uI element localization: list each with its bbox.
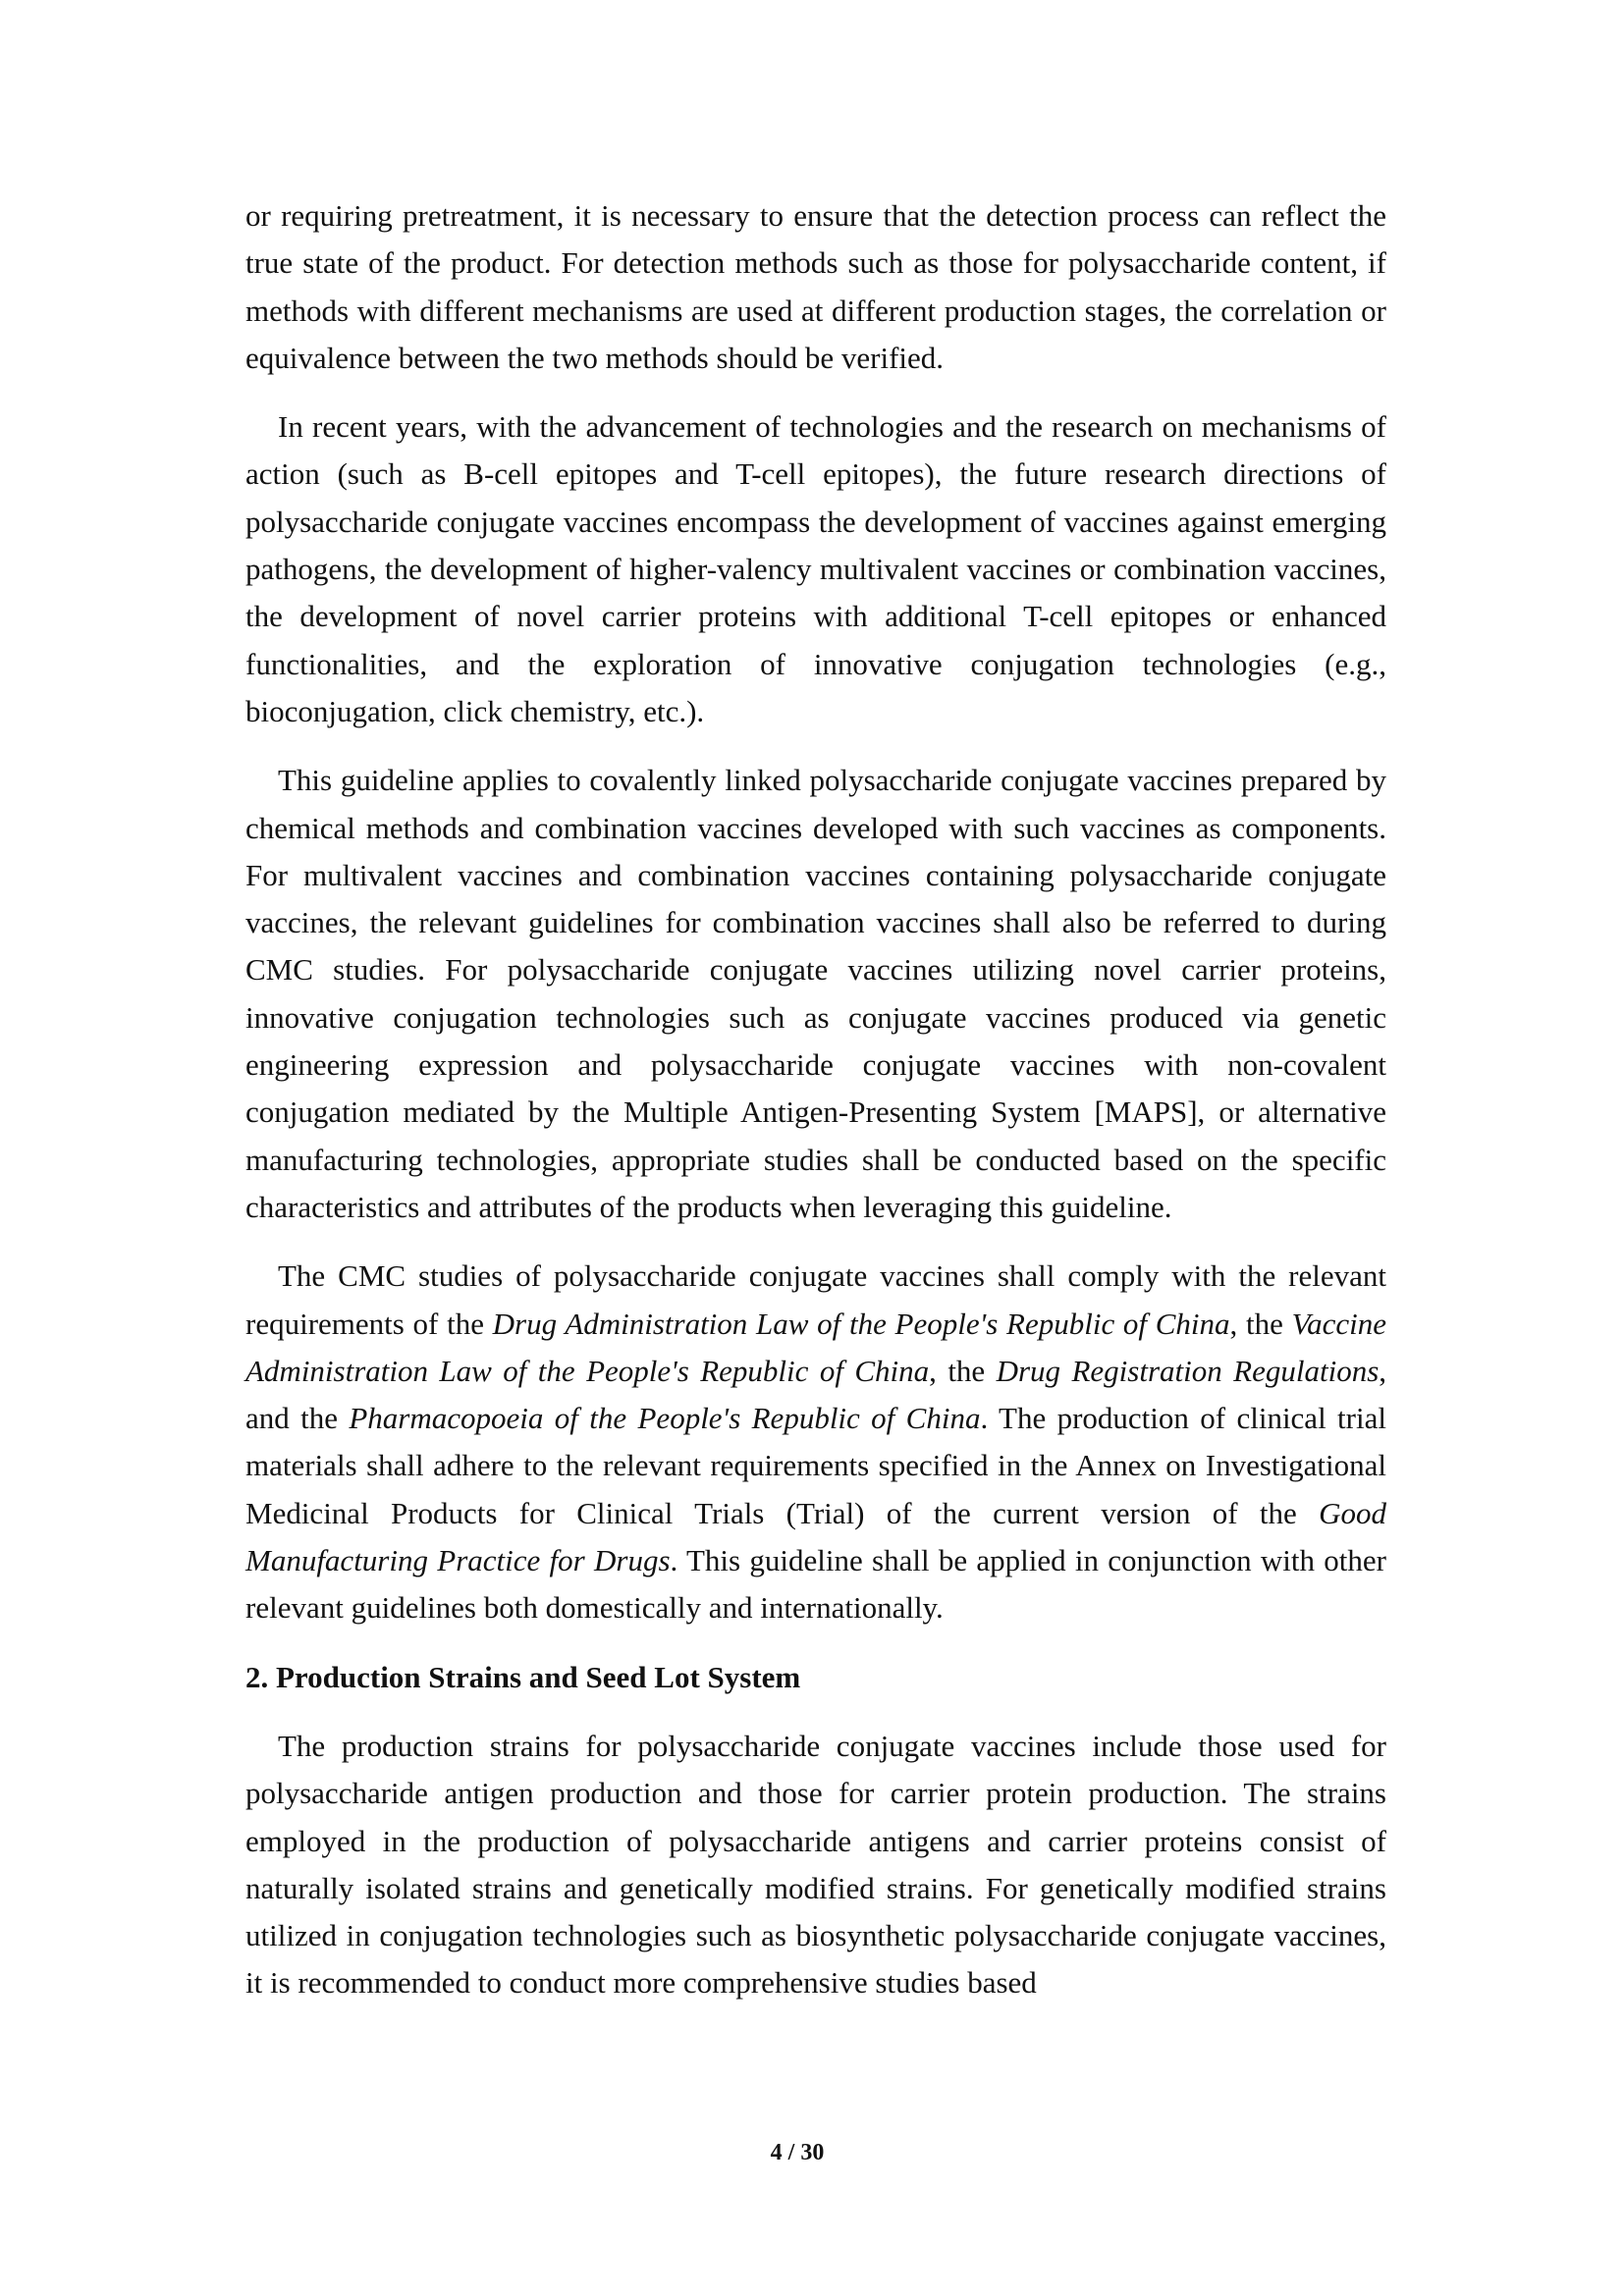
paragraph (245, 1253, 1386, 1631)
document-body (245, 192, 1386, 2029)
text-segment: , the (929, 1353, 997, 1388)
paragraphs (245, 192, 1386, 1632)
text-segment: . The production of clinical trial materials shall adhere to the relevant requirements specified in the Annex on Investigational Medicinal Products for Clinical Trials (Trial) of the current version of the (245, 1401, 1386, 1530)
paragraph (245, 757, 1386, 1231)
text-segment: , the (1229, 1306, 1292, 1341)
italic-citation: Pharmacopoeia of the People's Republic of China (349, 1401, 981, 1436)
italic-citation: Drug Registration Regulations (996, 1353, 1380, 1388)
italic-citation: Drug Administration Law of the People's Republic of China (492, 1306, 1230, 1341)
paragraph (245, 192, 1386, 382)
page-number: 4 / 30 (770, 2140, 825, 2165)
paragraph (245, 403, 1386, 735)
section-paragraphs (245, 1723, 1386, 2007)
italic-citation: Vaccine Administration Law of the People's Republic of China (245, 1306, 1386, 1388)
italic-citation: Good Manufacturing Practice for Drugs (245, 1495, 1386, 1578)
text-segment: or requiring pretreatment, it is necessary to ensure that the detection process can reflect the true state of the product. For detection methods such as those for polysaccharide content, if methods with different mechanisms are used at different production stages, the correlation or equivalence between the two methods should be verified. (245, 198, 1386, 375)
text-segment: The CMC studies of polysaccharide conjugate vaccines shall comply with the relevant requirements of the (245, 1258, 1386, 1341)
section-heading: 2. Production Strains and Seed Lot System (245, 1659, 801, 1694)
text-segment: This guideline applies to covalently linked polysaccharide conjugate vaccines prepared by chemical methods and combination vaccines developed with such vaccines as components. For multivalent vaccines and combination vaccines containing polysaccharide conjugate vaccines, the relevant guidelines for combination vaccines shall also be referred to during CMC studies. For polysaccharide conjugate vaccines utilizing novel carrier proteins, innovative conjugation technologies such as conjugate vaccines produced via genetic engineering expression and polysaccharide conjugate vaccines with non-covalent conjugation mediated by the Multiple Antigen-Presenting System [MAPS], or alternative manufacturing technologies, appropriate studies shall be conducted based on the specific characteristics and attributes of the products when leveraging this guideline. (245, 763, 1386, 1224)
text-segment: , and the (245, 1353, 1387, 1436)
text-segment: . This guideline shall be applied in conjunction with other relevant guidelines both domestically and internationally. (245, 1543, 1386, 1626)
paragraph (245, 1723, 1386, 2007)
text-segment: In recent years, with the advancement of technologies and the research on mechanisms of action (such as B-cell epitopes and T-cell epitopes), the future research directions of polysaccharide conjugate vaccines encompass the development of vaccines against emerging pathogens, the development of higher-valency multivalent vaccines or combination vaccines, the development of novel carrier proteins with additional T-cell epitopes or enhanced functionalities, and the exploration of innovative conjugation technologies (e.g., bioconjugation, click chemistry, etc.). (245, 409, 1386, 728)
text-segment: The production strains for polysaccharide conjugate vaccines include those used for polysaccharide antigen production and those for carrier protein production. The strains employed in the production of polysaccharide antigens and carrier proteins consist of naturally isolated strains and genetically modified strains. For genetically modified strains utilized in conjugation technologies such as biosynthetic polysaccharide conjugate vaccines, it is recommended to conduct more comprehensive studies based (245, 1728, 1386, 2001)
